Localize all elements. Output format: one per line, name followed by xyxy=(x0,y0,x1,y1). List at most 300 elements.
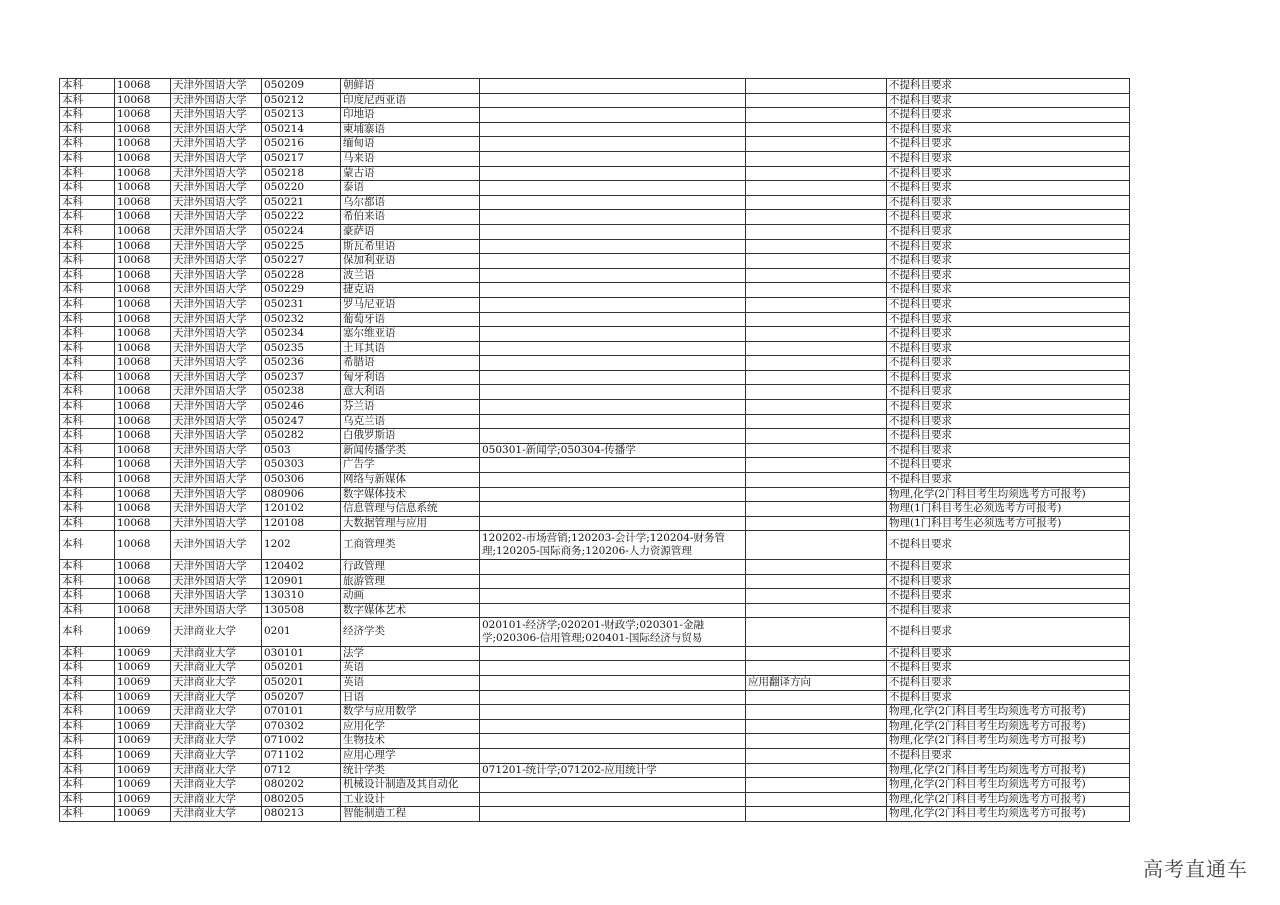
major-code-cell: 080906 xyxy=(262,487,341,502)
school-name-cell: 天津外国语大学 xyxy=(171,297,262,312)
level-cell: 本科 xyxy=(60,443,115,458)
school-name-cell: 天津外国语大学 xyxy=(171,137,262,152)
level-cell: 本科 xyxy=(60,108,115,123)
included-majors-cell xyxy=(480,646,746,661)
school-code-cell: 10069 xyxy=(115,690,171,705)
school-name-cell: 天津商业大学 xyxy=(171,748,262,763)
direction-cell xyxy=(746,108,887,123)
school-code-cell: 10069 xyxy=(115,719,171,734)
table-row xyxy=(60,502,1130,517)
watermark: 高考直通车 xyxy=(1143,857,1248,881)
school-code-cell: 10069 xyxy=(115,734,171,749)
subject-requirement-cell: 不提科目要求 xyxy=(887,618,1130,647)
table-row xyxy=(60,487,1130,502)
major-code-cell: 050218 xyxy=(262,166,341,181)
subject-requirement-cell: 不提科目要求 xyxy=(887,181,1130,196)
major-code-cell: 120108 xyxy=(262,516,341,531)
table-row xyxy=(60,429,1130,444)
direction-cell xyxy=(746,327,887,342)
included-majors-cell xyxy=(480,108,746,123)
school-name-cell: 天津外国语大学 xyxy=(171,370,262,385)
direction-cell xyxy=(746,195,887,210)
school-code-cell: 10068 xyxy=(115,283,171,298)
level-cell: 本科 xyxy=(60,589,115,604)
table-row xyxy=(60,356,1130,371)
level-cell: 本科 xyxy=(60,502,115,517)
major-name-cell: 朝鲜语 xyxy=(341,79,480,94)
subject-requirement-cell: 不提科目要求 xyxy=(887,661,1130,676)
included-majors-cell xyxy=(480,254,746,269)
school-name-cell: 天津商业大学 xyxy=(171,807,262,822)
subject-requirement-cell: 不提科目要求 xyxy=(887,675,1130,690)
school-name-cell: 天津外国语大学 xyxy=(171,79,262,94)
school-code-cell: 10068 xyxy=(115,356,171,371)
level-cell: 本科 xyxy=(60,181,115,196)
table-row xyxy=(60,734,1130,749)
major-name-cell: 意大利语 xyxy=(341,385,480,400)
subject-requirement-cell: 不提科目要求 xyxy=(887,589,1130,604)
major-name-cell: 广告学 xyxy=(341,458,480,473)
major-name-cell: 乌克兰语 xyxy=(341,414,480,429)
major-code-cell: 120901 xyxy=(262,574,341,589)
table-row xyxy=(60,763,1130,778)
major-code-cell: 050201 xyxy=(262,675,341,690)
level-cell: 本科 xyxy=(60,195,115,210)
subject-requirement-cell: 物理(1门科目考生必须选考方可报考) xyxy=(887,516,1130,531)
included-majors-cell xyxy=(480,268,746,283)
subject-requirement-cell: 不提科目要求 xyxy=(887,137,1130,152)
school-name-cell: 天津商业大学 xyxy=(171,778,262,793)
included-majors-cell xyxy=(480,778,746,793)
school-name-cell: 天津商业大学 xyxy=(171,719,262,734)
direction-cell xyxy=(746,312,887,327)
included-majors-cell xyxy=(480,224,746,239)
direction-cell xyxy=(746,792,887,807)
subject-requirement-cell: 不提科目要求 xyxy=(887,297,1130,312)
level-cell: 本科 xyxy=(60,778,115,793)
school-code-cell: 10068 xyxy=(115,473,171,488)
included-majors-cell xyxy=(480,414,746,429)
major-code-cell: 071002 xyxy=(262,734,341,749)
direction-cell xyxy=(746,166,887,181)
table-row xyxy=(60,778,1130,793)
level-cell: 本科 xyxy=(60,151,115,166)
subject-requirement-cell: 物理,化学(2门科目考生均须选考方可报考) xyxy=(887,719,1130,734)
school-name-cell: 天津外国语大学 xyxy=(171,516,262,531)
level-cell: 本科 xyxy=(60,327,115,342)
major-code-cell: 1202 xyxy=(262,531,341,560)
subject-requirement-cell: 不提科目要求 xyxy=(887,195,1130,210)
school-name-cell: 天津外国语大学 xyxy=(171,385,262,400)
subject-requirement-cell: 不提科目要求 xyxy=(887,473,1130,488)
level-cell: 本科 xyxy=(60,210,115,225)
major-name-cell: 希腊语 xyxy=(341,356,480,371)
included-majors-cell xyxy=(480,239,746,254)
level-cell: 本科 xyxy=(60,414,115,429)
subject-requirement-cell: 不提科目要求 xyxy=(887,603,1130,618)
major-name-cell: 工商管理类 xyxy=(341,531,480,560)
major-name-cell: 统计学类 xyxy=(341,763,480,778)
direction-cell xyxy=(746,487,887,502)
level-cell: 本科 xyxy=(60,93,115,108)
table-row xyxy=(60,224,1130,239)
table-row xyxy=(60,79,1130,94)
major-code-cell: 050236 xyxy=(262,356,341,371)
major-name-cell: 斯瓦希里语 xyxy=(341,239,480,254)
table-row xyxy=(60,516,1130,531)
school-code-cell: 10068 xyxy=(115,414,171,429)
major-code-cell: 050209 xyxy=(262,79,341,94)
major-code-cell: 050228 xyxy=(262,268,341,283)
school-name-cell: 天津外国语大学 xyxy=(171,210,262,225)
school-code-cell: 10068 xyxy=(115,312,171,327)
level-cell: 本科 xyxy=(60,792,115,807)
table-row xyxy=(60,719,1130,734)
school-code-cell: 10068 xyxy=(115,516,171,531)
table-row xyxy=(60,195,1130,210)
major-code-cell: 050229 xyxy=(262,283,341,298)
included-majors-cell: 071201-统计学;071202-应用统计学 xyxy=(480,763,746,778)
direction-cell xyxy=(746,254,887,269)
included-majors-cell xyxy=(480,370,746,385)
school-code-cell: 10069 xyxy=(115,646,171,661)
table-row xyxy=(60,531,1130,560)
subject-requirement-cell: 不提科目要求 xyxy=(887,429,1130,444)
included-majors-cell xyxy=(480,807,746,822)
school-code-cell: 10068 xyxy=(115,385,171,400)
subject-requirement-cell: 物理,化学(2门科目考生均须选考方可报考) xyxy=(887,734,1130,749)
subject-requirement-cell: 不提科目要求 xyxy=(887,327,1130,342)
table-row xyxy=(60,254,1130,269)
major-name-cell: 数字媒体艺术 xyxy=(341,603,480,618)
table-row xyxy=(60,210,1130,225)
table-row xyxy=(60,646,1130,661)
direction-cell xyxy=(746,297,887,312)
direction-cell xyxy=(746,429,887,444)
level-cell: 本科 xyxy=(60,531,115,560)
school-code-cell: 10068 xyxy=(115,487,171,502)
school-name-cell: 天津外国语大学 xyxy=(171,224,262,239)
level-cell: 本科 xyxy=(60,705,115,720)
direction-cell xyxy=(746,778,887,793)
major-code-cell: 080202 xyxy=(262,778,341,793)
school-name-cell: 天津商业大学 xyxy=(171,792,262,807)
direction-cell xyxy=(746,283,887,298)
level-cell: 本科 xyxy=(60,719,115,734)
school-name-cell: 天津商业大学 xyxy=(171,661,262,676)
school-name-cell: 天津外国语大学 xyxy=(171,122,262,137)
school-code-cell: 10068 xyxy=(115,79,171,94)
table-row xyxy=(60,690,1130,705)
table-row xyxy=(60,748,1130,763)
table-row xyxy=(60,792,1130,807)
major-name-cell: 日语 xyxy=(341,690,480,705)
school-name-cell: 天津外国语大学 xyxy=(171,108,262,123)
subject-requirement-cell: 物理,化学(2门科目考生均须选考方可报考) xyxy=(887,705,1130,720)
level-cell: 本科 xyxy=(60,487,115,502)
table-row xyxy=(60,283,1130,298)
school-name-cell: 天津商业大学 xyxy=(171,734,262,749)
major-name-cell: 新闻传播学类 xyxy=(341,443,480,458)
major-name-cell: 生物技术 xyxy=(341,734,480,749)
included-majors-cell xyxy=(480,559,746,574)
school-name-cell: 天津外国语大学 xyxy=(171,254,262,269)
included-majors-cell xyxy=(480,705,746,720)
school-code-cell: 10068 xyxy=(115,93,171,108)
major-code-cell: 050217 xyxy=(262,151,341,166)
level-cell: 本科 xyxy=(60,618,115,647)
school-name-cell: 天津外国语大学 xyxy=(171,400,262,415)
school-name-cell: 天津外国语大学 xyxy=(171,283,262,298)
major-name-cell: 英语 xyxy=(341,661,480,676)
direction-cell xyxy=(746,137,887,152)
level-cell: 本科 xyxy=(60,239,115,254)
school-code-cell: 10068 xyxy=(115,574,171,589)
subject-requirement-cell: 不提科目要求 xyxy=(887,370,1130,385)
included-majors-cell xyxy=(480,603,746,618)
level-cell: 本科 xyxy=(60,137,115,152)
included-majors-cell xyxy=(480,327,746,342)
school-code-cell: 10068 xyxy=(115,341,171,356)
school-code-cell: 10069 xyxy=(115,618,171,647)
level-cell: 本科 xyxy=(60,473,115,488)
table-row xyxy=(60,137,1130,152)
subject-requirement-cell: 不提科目要求 xyxy=(887,166,1130,181)
school-code-cell: 10068 xyxy=(115,268,171,283)
major-name-cell: 土耳其语 xyxy=(341,341,480,356)
included-majors-cell: 120202-市场营销;120203-会计学;120204-财务管理;120205-国际商务;120206-人力资源管理 xyxy=(480,531,746,560)
major-code-cell: 130310 xyxy=(262,589,341,604)
table-row xyxy=(60,122,1130,137)
direction-cell xyxy=(746,734,887,749)
subject-requirement-cell: 不提科目要求 xyxy=(887,239,1130,254)
level-cell: 本科 xyxy=(60,385,115,400)
subject-requirement-cell: 不提科目要求 xyxy=(887,443,1130,458)
major-name-cell: 白俄罗斯语 xyxy=(341,429,480,444)
subject-requirement-cell: 不提科目要求 xyxy=(887,93,1130,108)
school-name-cell: 天津外国语大学 xyxy=(171,458,262,473)
major-code-cell: 120402 xyxy=(262,559,341,574)
major-name-cell: 葡萄牙语 xyxy=(341,312,480,327)
major-code-cell: 050247 xyxy=(262,414,341,429)
major-name-cell: 波兰语 xyxy=(341,268,480,283)
direction-cell xyxy=(746,531,887,560)
subject-requirement-cell: 不提科目要求 xyxy=(887,531,1130,560)
major-name-cell: 塞尔维亚语 xyxy=(341,327,480,342)
level-cell: 本科 xyxy=(60,341,115,356)
school-code-cell: 10068 xyxy=(115,370,171,385)
direction-cell xyxy=(746,151,887,166)
major-code-cell: 050201 xyxy=(262,661,341,676)
included-majors-cell xyxy=(480,385,746,400)
school-code-cell: 10068 xyxy=(115,400,171,415)
school-name-cell: 天津外国语大学 xyxy=(171,559,262,574)
direction-cell xyxy=(746,443,887,458)
included-majors-cell: 020101-经济学;020201-财政学;020301-金融学;020306-信用管理;020401-国际经济与贸易 xyxy=(480,618,746,647)
school-name-cell: 天津外国语大学 xyxy=(171,268,262,283)
level-cell: 本科 xyxy=(60,603,115,618)
major-code-cell: 050207 xyxy=(262,690,341,705)
level-cell: 本科 xyxy=(60,283,115,298)
direction-cell xyxy=(746,589,887,604)
major-name-cell: 马来语 xyxy=(341,151,480,166)
table-row xyxy=(60,473,1130,488)
school-name-cell: 天津外国语大学 xyxy=(171,356,262,371)
table-row xyxy=(60,181,1130,196)
subject-requirement-cell: 物理,化学(2门科目考生均须选考方可报考) xyxy=(887,763,1130,778)
subject-requirement-cell: 不提科目要求 xyxy=(887,210,1130,225)
level-cell: 本科 xyxy=(60,690,115,705)
major-code-cell: 0712 xyxy=(262,763,341,778)
school-name-cell: 天津外国语大学 xyxy=(171,195,262,210)
level-cell: 本科 xyxy=(60,356,115,371)
major-code-cell: 080213 xyxy=(262,807,341,822)
major-name-cell: 缅甸语 xyxy=(341,137,480,152)
major-code-cell: 050232 xyxy=(262,312,341,327)
major-name-cell: 数字媒体技术 xyxy=(341,487,480,502)
school-name-cell: 天津外国语大学 xyxy=(171,239,262,254)
level-cell: 本科 xyxy=(60,429,115,444)
direction-cell xyxy=(746,705,887,720)
major-name-cell: 应用心理学 xyxy=(341,748,480,763)
table-row xyxy=(60,618,1130,647)
level-cell: 本科 xyxy=(60,254,115,269)
table-row xyxy=(60,574,1130,589)
major-name-cell: 工业设计 xyxy=(341,792,480,807)
level-cell: 本科 xyxy=(60,661,115,676)
direction-cell: 应用翻译方向 xyxy=(746,675,887,690)
school-code-cell: 10069 xyxy=(115,705,171,720)
included-majors-cell xyxy=(480,661,746,676)
major-code-cell: 070101 xyxy=(262,705,341,720)
major-code-cell: 0503 xyxy=(262,443,341,458)
table-row xyxy=(60,400,1130,415)
included-majors-cell xyxy=(480,487,746,502)
included-majors-cell xyxy=(480,195,746,210)
major-name-cell: 罗马尼亚语 xyxy=(341,297,480,312)
school-name-cell: 天津商业大学 xyxy=(171,675,262,690)
major-code-cell: 050237 xyxy=(262,370,341,385)
school-name-cell: 天津外国语大学 xyxy=(171,531,262,560)
level-cell: 本科 xyxy=(60,224,115,239)
direction-cell xyxy=(746,356,887,371)
included-majors-cell xyxy=(480,400,746,415)
included-majors-cell xyxy=(480,122,746,137)
table-row xyxy=(60,297,1130,312)
subject-requirement-cell: 不提科目要求 xyxy=(887,559,1130,574)
included-majors-cell xyxy=(480,137,746,152)
direction-cell xyxy=(746,370,887,385)
direction-cell xyxy=(746,224,887,239)
major-name-cell: 智能制造工程 xyxy=(341,807,480,822)
subject-requirement-cell: 不提科目要求 xyxy=(887,341,1130,356)
table-row xyxy=(60,443,1130,458)
school-name-cell: 天津外国语大学 xyxy=(171,166,262,181)
direction-cell xyxy=(746,79,887,94)
subject-requirement-cell: 不提科目要求 xyxy=(887,748,1130,763)
table-row xyxy=(60,327,1130,342)
major-name-cell: 应用化学 xyxy=(341,719,480,734)
school-code-cell: 10068 xyxy=(115,443,171,458)
included-majors-cell xyxy=(480,356,746,371)
included-majors-cell xyxy=(480,181,746,196)
major-code-cell: 050224 xyxy=(262,224,341,239)
table-body xyxy=(60,79,1130,822)
major-name-cell: 信息管理与信息系统 xyxy=(341,502,480,517)
table-row xyxy=(60,414,1130,429)
subject-requirement-cell: 不提科目要求 xyxy=(887,122,1130,137)
major-name-cell: 旅游管理 xyxy=(341,574,480,589)
direction-cell xyxy=(746,181,887,196)
school-code-cell: 10069 xyxy=(115,763,171,778)
included-majors-cell xyxy=(480,574,746,589)
subject-requirement-cell: 不提科目要求 xyxy=(887,690,1130,705)
direction-cell xyxy=(746,414,887,429)
level-cell: 本科 xyxy=(60,675,115,690)
school-code-cell: 10069 xyxy=(115,748,171,763)
direction-cell xyxy=(746,603,887,618)
included-majors-cell xyxy=(480,93,746,108)
direction-cell xyxy=(746,618,887,647)
included-majors-cell xyxy=(480,297,746,312)
school-name-cell: 天津外国语大学 xyxy=(171,502,262,517)
direction-cell xyxy=(746,646,887,661)
direction-cell xyxy=(746,385,887,400)
subject-requirement-cell: 物理,化学(2门科目考生均须选考方可报考) xyxy=(887,487,1130,502)
major-name-cell: 大数据管理与应用 xyxy=(341,516,480,531)
included-majors-cell xyxy=(480,748,746,763)
level-cell: 本科 xyxy=(60,574,115,589)
subject-requirement-cell: 不提科目要求 xyxy=(887,283,1130,298)
subject-requirement-cell: 不提科目要求 xyxy=(887,108,1130,123)
level-cell: 本科 xyxy=(60,312,115,327)
school-name-cell: 天津外国语大学 xyxy=(171,181,262,196)
table-row xyxy=(60,458,1130,473)
major-name-cell: 印地语 xyxy=(341,108,480,123)
table-row xyxy=(60,705,1130,720)
school-code-cell: 10069 xyxy=(115,807,171,822)
major-code-cell: 050231 xyxy=(262,297,341,312)
school-code-cell: 10068 xyxy=(115,224,171,239)
school-code-cell: 10068 xyxy=(115,429,171,444)
school-name-cell: 天津外国语大学 xyxy=(171,327,262,342)
subject-requirement-cell: 物理,化学(2门科目考生均须选考方可报考) xyxy=(887,778,1130,793)
direction-cell xyxy=(746,268,887,283)
major-code-cell: 071102 xyxy=(262,748,341,763)
major-name-cell: 机械设计制造及其自动化 xyxy=(341,778,480,793)
major-code-cell: 050234 xyxy=(262,327,341,342)
included-majors-cell: 050301-新闻学;050304-传播学 xyxy=(480,443,746,458)
school-name-cell: 天津外国语大学 xyxy=(171,574,262,589)
school-code-cell: 10068 xyxy=(115,108,171,123)
level-cell: 本科 xyxy=(60,516,115,531)
school-name-cell: 天津外国语大学 xyxy=(171,603,262,618)
school-name-cell: 天津外国语大学 xyxy=(171,443,262,458)
major-code-cell: 050235 xyxy=(262,341,341,356)
subject-requirement-cell: 物理,化学(2门科目考生均须选考方可报考) xyxy=(887,807,1130,822)
direction-cell xyxy=(746,763,887,778)
school-code-cell: 10068 xyxy=(115,210,171,225)
major-code-cell: 050303 xyxy=(262,458,341,473)
level-cell: 本科 xyxy=(60,400,115,415)
school-code-cell: 10068 xyxy=(115,122,171,137)
school-code-cell: 10068 xyxy=(115,327,171,342)
included-majors-cell xyxy=(480,690,746,705)
major-code-cell: 120102 xyxy=(262,502,341,517)
school-name-cell: 天津外国语大学 xyxy=(171,341,262,356)
subject-requirement-cell: 不提科目要求 xyxy=(887,312,1130,327)
major-name-cell: 豪萨语 xyxy=(341,224,480,239)
